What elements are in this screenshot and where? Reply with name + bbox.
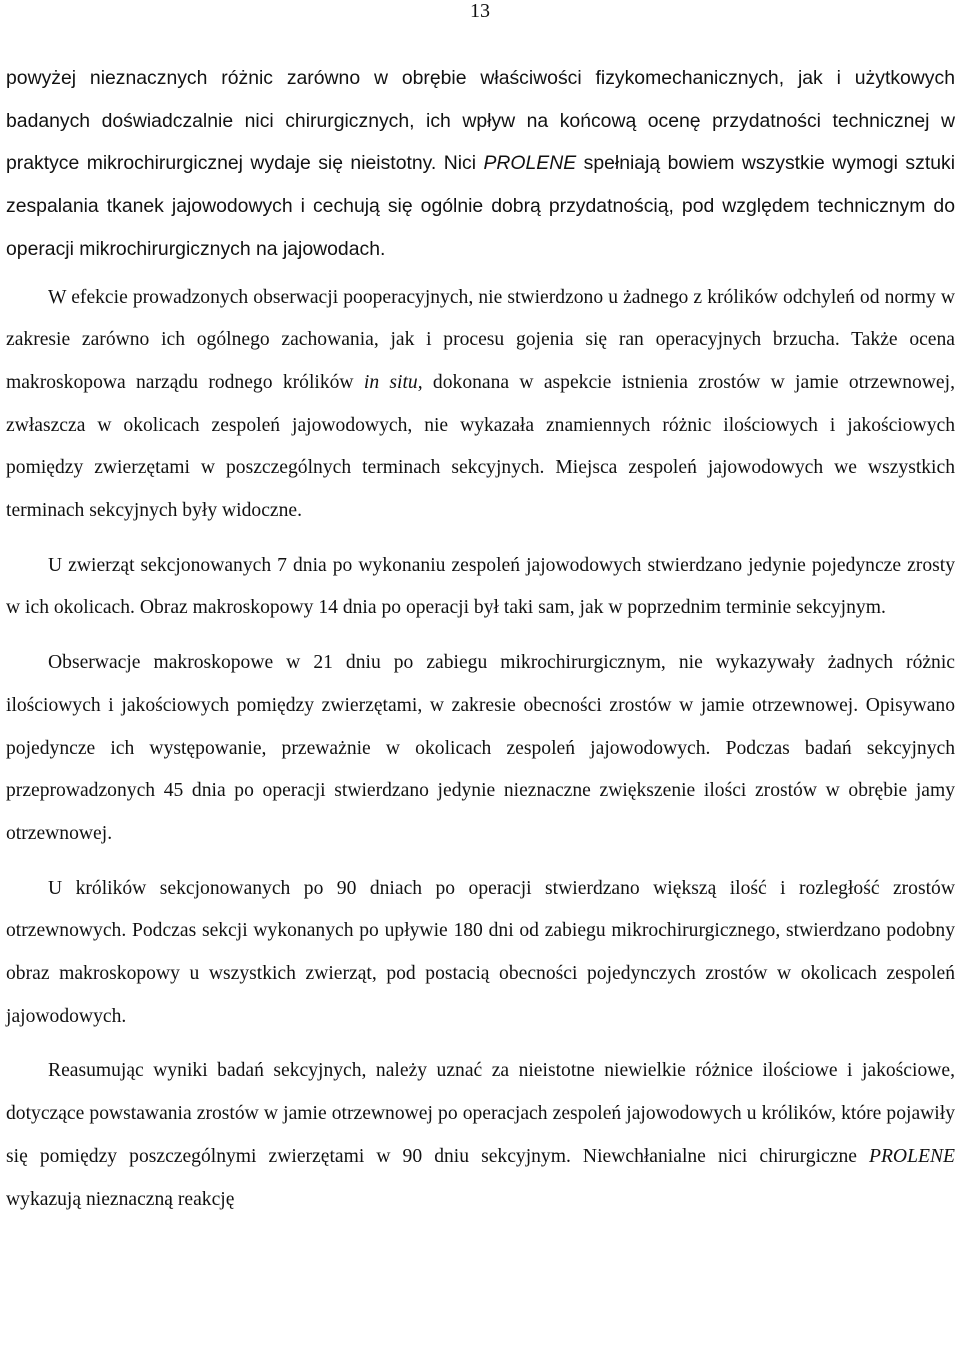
- paragraph-6-text-a: Reasumując wyniki badań sekcyjnych, należy uznać za nieistotne niewielkie różnice ilościowe i jakościowe, dotyczące powstawania zrostów w jamie otrzewnowej po operacjach zespoleń jajowodowych u królików, które pojawiły się pomiędzy poszczególnymi zwierzętami w 90 dniu sekcyjnym. Niewchłanialne nici chirurgiczne: [6, 1060, 955, 1167]
- page-number: 13: [470, 0, 490, 22]
- paragraph-5: [6, 868, 955, 1039]
- paragraph-2-text-a: W efekcie prowadzonych obserwacji pooperacyjnych, nie stwierdzono u żadnego z królików odchyleń od normy w zakresie zarówno ich ogólnego zachowania, jak i procesu gojenia się ran operacyjnych brzucha. Także ocena makroskopowa narządu rodnego królików: [6, 286, 955, 393]
- paragraph-1-text-b: spełniają bowiem wszystkie wymogi sztuki zespalania tkanek jajowodowych i cechują się ogólnie dobrą przydatnością, pod względem technicznym do operacji mikrochirurgicznych na jajowodach.: [6, 152, 955, 260]
- paragraph-3-text: U zwierząt sekcjonowanych 7 dnia po wykonaniu zespoleń jajowodowych stwierdzano jedynie pojedyncze zrosty w ich okolicach. Obraz makroskopowy 14 dnia po operacji był taki sam, jak w poprzednim terminie sekcyjnym.: [6, 554, 955, 619]
- paragraph-1-prolene: PROLENE: [483, 152, 577, 175]
- paragraph-1-text-a: powyżej nieznacznych różnic zarówno w obrębie właściwości fizykomechanicznych, jak i użytkowych badanych doświadczalnie nici chirurgicznych, ich wpływ na końcową ocenę przydatności technicznej w praktyce mikrochirurgicznej wydaje się nieistotny. Nici: [6, 67, 955, 175]
- document-body: [6, 57, 955, 1221]
- paragraph-2-text-b: dokonana w aspekcie istnienia zrostów w jamie otrzewnowej, zwłaszcza w okolicach zespoleń jajowodowych, nie wykazała znamiennych różnic ilościowych i jakościowych pomiędzy zwierzętami w poszczególnych terminach sekcyjnych. Miejsca zespoleń jajowodowych we wszystkich terminach sekcyjnych były widoczne.: [6, 371, 955, 522]
- paragraph-1: [6, 57, 955, 271]
- paragraph-6-prolene: PROLENE: [869, 1145, 955, 1167]
- paragraph-2: [6, 277, 955, 533]
- paragraph-4: [6, 642, 955, 856]
- paragraph-5-text: U królików sekcjonowanych po 90 dniach po operacji stwierdzano większą ilość i rozległość zrostów otrzewnowych. Podczas sekcji wykonanych po upływie 180 dni od zabiegu mikrochirurgicznego, stwierdzano podobny obraz makroskopowy u wszystkich zwierząt, pod postacią obecności pojedynczych zrostów w okolicach zespoleń jajowodowych.: [6, 877, 955, 1027]
- paragraph-6-text-b: wykazują nieznaczną reakcję: [6, 1188, 235, 1210]
- paragraph-2-in-situ: in situ,: [363, 371, 423, 393]
- paragraph-4-text: Obserwacje makroskopowe w 21 dniu po zabiegu mikrochirurgicznym, nie wykazywały żadnych różnic ilościowych i jakościowych pomiędzy zwierzętami, w zakresie obecności zrostów w jamie otrzewnowej. Opisywano pojedyncze ich występowanie, przeważnie w okolicach zespoleń jajowodowych. Podczas badań sekcyjnych przeprowadzonych 45 dnia po operacji stwierdzano jedynie nieznaczne zwiększenie ilości zrostów w obrębie jamy otrzewnowej.: [6, 652, 955, 844]
- paragraph-3: [6, 545, 955, 630]
- paragraph-6: [6, 1050, 955, 1221]
